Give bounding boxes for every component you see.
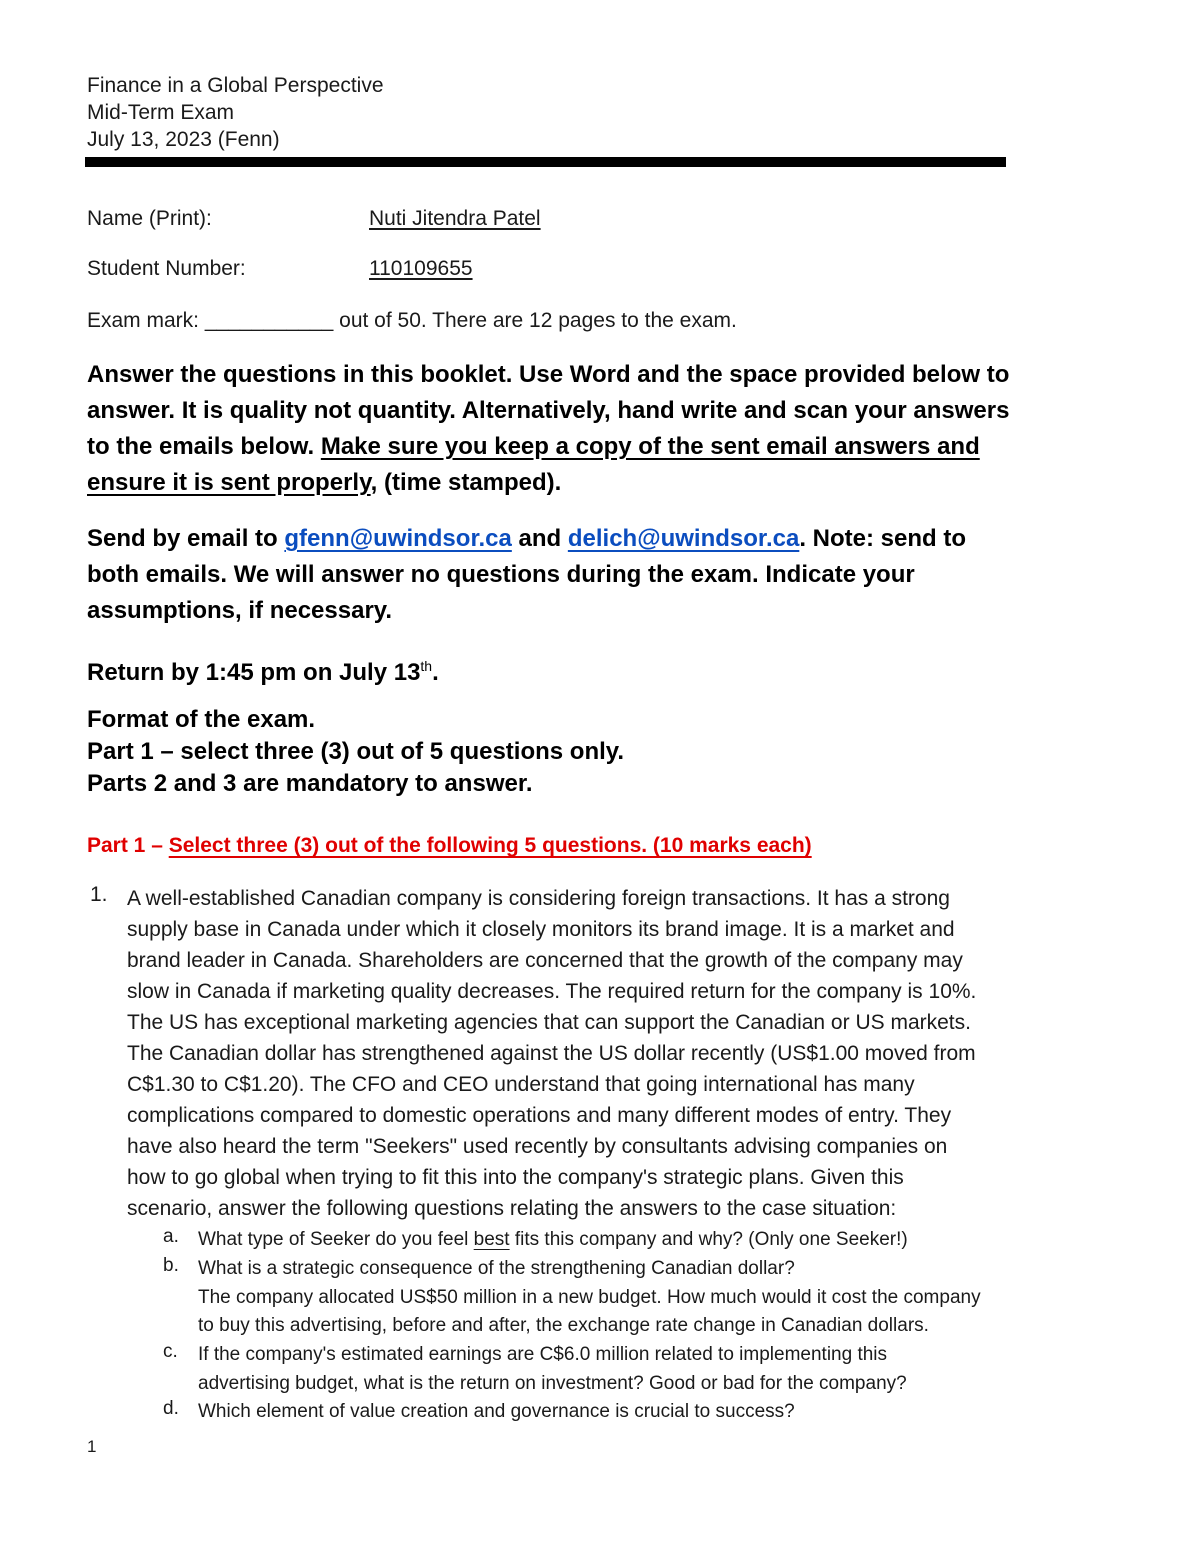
email-joiner: and <box>511 525 568 552</box>
subquestion-a-letter: a. <box>163 1226 179 1247</box>
subquestion-b-line: The company allocated US$50 million in a new budget. How much would it cost the company <box>198 1286 981 1308</box>
subquestion-a-text-start: What type of Seeker do you feel <box>198 1229 474 1250</box>
email-suffix: . Note: send to <box>799 525 966 552</box>
instructions-time-stamped: , (time stamped). <box>370 469 562 496</box>
part1-heading-instruction: Select three (3) out of the following 5 questions. (10 marks each) <box>168 834 812 857</box>
return-by-text: Return by 1:45 pm on July 13 <box>87 659 421 686</box>
question-1-line: A well-established Canadian company is considering foreign transactions. It has a strong <box>127 887 950 910</box>
question-1-line: scenario, answer the following questions relating the answers to the case situation: <box>127 1197 897 1220</box>
subquestion-c-line: advertising budget, what is the return on investment? Good or bad for the company? <box>198 1372 907 1394</box>
question-1-line: C$1.30 to C$1.20). The CFO and CEO understand that going international has many <box>127 1073 915 1096</box>
email-line-2: both emails. We will answer no questions during the exam. Indicate your <box>87 561 915 588</box>
subquestion-a-emphasis: best <box>473 1229 510 1250</box>
return-by-end: . <box>432 659 439 686</box>
exam-date: July 13, 2023 (Fenn) <box>87 128 280 151</box>
student-number-value: 110109655 <box>369 257 473 280</box>
exam-mark-line: Exam mark: ___________ out of 50. There are 12 pages to the exam. <box>87 309 737 332</box>
subquestion-d-line: Which element of value creation and governance is crucial to success? <box>198 1401 795 1422</box>
instructions-sent-properly: ensure it is sent properly <box>87 469 371 496</box>
instructions-line-3-text: to the emails below. <box>87 433 321 460</box>
question-1-line: slow in Canada if marketing quality decreases. The required return for the company is 10%. <box>127 980 977 1003</box>
course-title: Finance in a Global Perspective <box>87 74 384 97</box>
subquestion-a-text-end: fits this company and why? (Only one Seeker!) <box>509 1229 908 1250</box>
instructions-line-1: Answer the questions in this booklet. Use Word and the space provided below to <box>87 361 1010 388</box>
subquestion-b <box>198 1255 981 1341</box>
subquestion-d-letter: d. <box>163 1398 179 1419</box>
format-title: Format of the exam. <box>87 706 316 733</box>
email-line-3: assumptions, if necessary. <box>87 597 393 624</box>
subquestion-d <box>198 1398 795 1427</box>
subquestion-c-letter: c. <box>163 1341 178 1362</box>
question-1-line: The US has exceptional marketing agencies that can support the Canadian or US markets. <box>127 1011 971 1034</box>
subquestion-c <box>198 1341 907 1398</box>
email-link-gfenn[interactable]: gfenn@uwindsor.ca <box>284 525 512 552</box>
question-1-text <box>127 883 976 1224</box>
question-1-line: how to go global when trying to fit this into the company's strategic plans. Given this <box>127 1166 904 1189</box>
subquestion-b-letter: b. <box>163 1255 179 1276</box>
question-1-line: brand leader in Canada. Shareholders are concerned that the growth of the company may <box>127 949 963 972</box>
email-prefix: Send by email to <box>87 525 285 552</box>
instructions-keep-copy: Make sure you keep a copy of the sent email answers and <box>320 433 980 460</box>
exam-title: Mid-Term Exam <box>87 101 235 124</box>
question-1-line: supply base in Canada under which it closely monitors its brand image. It is a market and <box>127 918 955 941</box>
email-line-1 <box>87 521 966 557</box>
question-1-line: complications compared to domestic operations and many different modes of entry. They <box>127 1104 952 1127</box>
subquestion-b-line: What is a strategic consequence of the strengthening Canadian dollar? <box>198 1258 795 1279</box>
subquestion-b-line: to buy this advertising, before and after, the exchange rate change in Canadian dollars. <box>198 1315 929 1337</box>
instructions-line-3 <box>87 429 1009 465</box>
name-value: Nuti Jitendra Patel <box>369 207 541 230</box>
instructions-line-4 <box>87 465 1009 501</box>
part1-heading-prefix: Part 1 – <box>87 834 169 857</box>
part1-heading <box>87 834 812 858</box>
subquestion-c-line: If the company's estimated earnings are C$6.0 million related to implementing this <box>198 1344 888 1365</box>
instructions-block <box>87 357 1009 501</box>
page-number: 1 <box>87 1437 97 1456</box>
email-link-delich[interactable]: delich@uwindsor.ca <box>567 525 800 552</box>
return-by-superscript: th <box>420 658 433 674</box>
return-by <box>87 648 439 691</box>
subquestion-a <box>198 1226 908 1255</box>
instructions-line-2: answer. It is quality not quantity. Alternatively, hand write and scan your answers <box>87 397 1010 424</box>
student-number-label: Student Number: <box>87 257 246 280</box>
email-block <box>87 521 966 629</box>
document-header <box>87 72 384 153</box>
name-label: Name (Print): <box>87 207 212 230</box>
question-1-line: have also heard the term "Seekers" used recently by consultants advising companies on <box>127 1135 948 1158</box>
format-part1: Part 1 – select three (3) out of 5 questions only. <box>87 738 625 765</box>
question-1-line: The Canadian dollar has strengthened against the US dollar recently (US$1.00 moved from <box>127 1042 976 1065</box>
format-parts23: Parts 2 and 3 are mandatory to answer. <box>87 770 533 797</box>
exam-format-block <box>87 704 624 800</box>
question-1-number: 1. <box>90 883 108 906</box>
header-divider <box>85 157 1006 167</box>
